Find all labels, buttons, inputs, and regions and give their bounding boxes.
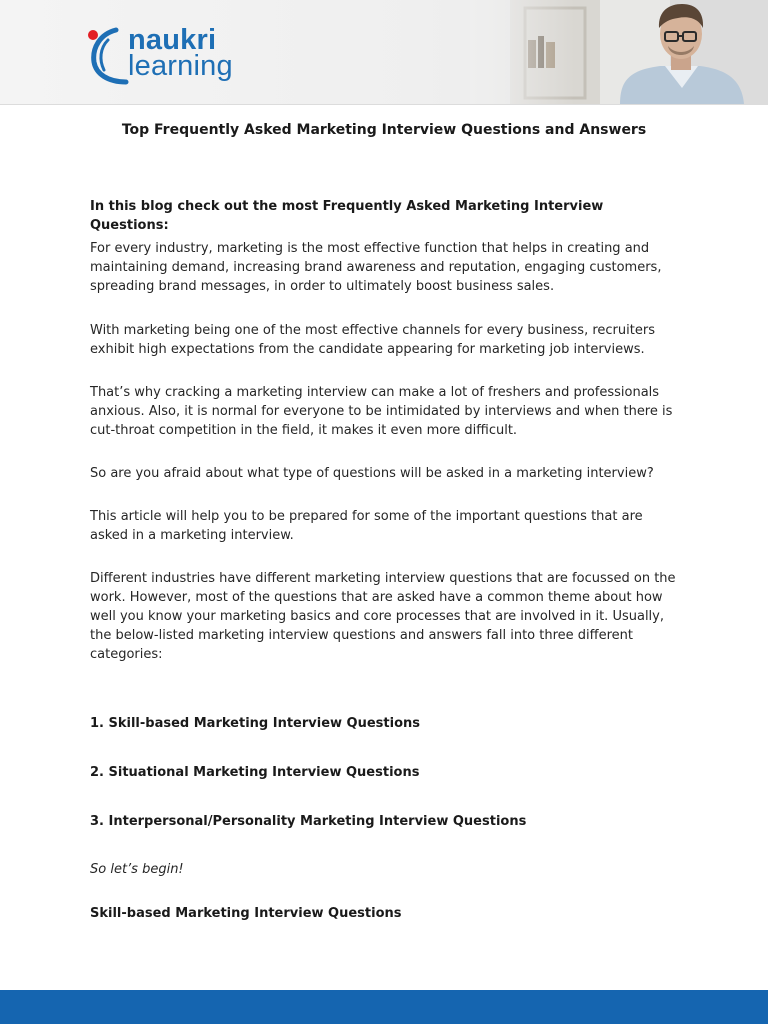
paragraph-5: This article will help you to be prepared for some of the important questions that are asked in a marketing interview. <box>90 509 643 543</box>
section-heading: Skill-based Marketing Interview Questions <box>90 906 402 921</box>
category-item-3: 3. Interpersonal/Personality Marketing Interview Questions <box>90 814 527 829</box>
logo-mark-icon <box>86 26 132 86</box>
category-item-1: 1. Skill-based Marketing Interview Questions <box>90 716 421 731</box>
footer-bar <box>0 990 768 1024</box>
logo-text-naukri: naukri <box>128 24 217 56</box>
page-header <box>0 0 768 105</box>
header-photo-person-at-desk <box>470 0 768 104</box>
document-title: Top Frequently Asked Marketing Interview Questions and Answers <box>121 122 647 138</box>
paragraph-1: For every industry, marketing is the most effective function that helps in creating and maintaining demand, increasing brand awareness and reputation, engaging customers, spreading brand messages, in order to ultimately boost business sales. <box>90 241 662 294</box>
logo-text-learning: learning <box>128 50 233 82</box>
category-item-2: 2. Situational Marketing Interview Questions <box>90 765 420 780</box>
paragraph-4: So are you afraid about what type of questions will be asked in a marketing interview? <box>90 466 654 481</box>
naukri-learning-logo[interactable] <box>86 26 246 86</box>
paragraph-2: With marketing being one of the most effective channels for every business, recruiters exhibit high expectations from the candidate appearing for marketing job interviews. <box>90 323 655 357</box>
intro-heading: In this blog check out the most Frequently Asked Marketing Interview Questions: <box>90 199 604 233</box>
paragraph-6: Different industries have different marketing interview questions that are focussed on the work. However, most of the questions that are asked have a common theme about how well you know your marketing basics and core processes that are involved in it. Usually, the below-listed marketing interview questions and answers fall into three different categories: <box>90 571 676 662</box>
closing-line: So let’s begin! <box>90 862 184 877</box>
paragraph-3: That’s why cracking a marketing interview can make a lot of freshers and professionals anxious. Also, it is normal for everyone to be intimidated by interviews and when there is cut-throat competition in the field, it makes it even more difficult. <box>90 385 673 438</box>
